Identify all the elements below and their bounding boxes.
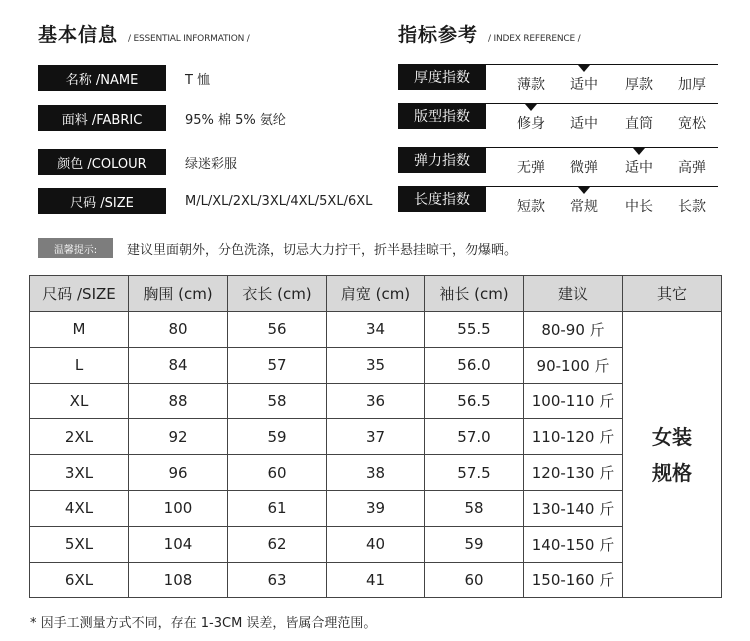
care-tip [38, 237, 517, 259]
basic-info-heading: 基本信息 [38, 24, 119, 46]
index-option: 修身 [517, 116, 545, 132]
cell-shoulder: 35 [327, 347, 425, 383]
info-value: 绿迷彩服 [185, 156, 238, 172]
table-row [30, 490, 722, 526]
index-option: 高弹 [678, 160, 706, 176]
cell-other [623, 312, 722, 598]
cell-length: 59 [228, 419, 327, 455]
measurement-footnote: * 因手工测量方式不同，存在 1-3CM 误差，皆属合理范围。 [30, 616, 377, 631]
cell-suggestion: 100-110 斤 [524, 383, 623, 419]
table-row [30, 347, 722, 383]
size-table [29, 275, 722, 598]
cell-chest: 104 [129, 526, 228, 562]
cell-size: 5XL [30, 526, 129, 562]
cell-size: 4XL [30, 490, 129, 526]
index-row-fit [398, 103, 718, 133]
index-option: 中长 [625, 199, 653, 215]
cell-shoulder: 34 [327, 312, 425, 348]
cell-suggestion: 150-160 斤 [524, 562, 623, 598]
index-reference-title [398, 20, 580, 47]
other-line: 规格 [652, 460, 692, 485]
cell-size: XL [30, 383, 129, 419]
info-row-fabric [38, 105, 286, 131]
info-label: 名称 /NAME [38, 65, 166, 91]
other-line: 女装 [652, 424, 692, 449]
selected-marker-icon [578, 187, 590, 194]
cell-shoulder: 40 [327, 526, 425, 562]
index-option: 厚款 [625, 77, 653, 93]
cell-chest: 92 [129, 419, 228, 455]
cell-chest: 108 [129, 562, 228, 598]
index-option: 直筒 [625, 116, 653, 132]
info-value: T 恤 [185, 72, 211, 88]
header-shoulder: 肩宽 (cm) [327, 276, 425, 312]
cell-sleeve: 60 [425, 562, 524, 598]
cell-sleeve: 57.0 [425, 419, 524, 455]
index-row-thickness [398, 64, 718, 94]
cell-length: 63 [228, 562, 327, 598]
cell-size: M [30, 312, 129, 348]
basic-info-title [38, 20, 250, 47]
cell-sleeve: 57.5 [425, 455, 524, 491]
cell-length: 60 [228, 455, 327, 491]
header-suggestion: 建议 [524, 276, 623, 312]
table-row [30, 419, 722, 455]
info-row-size [38, 188, 372, 214]
index-option: 薄款 [517, 77, 545, 93]
header-size: 尺码 /SIZE [30, 276, 129, 312]
index-option: 适中 [570, 116, 598, 132]
table-row [30, 383, 722, 419]
index-option: 适中 [625, 160, 653, 176]
cell-suggestion: 130-140 斤 [524, 490, 623, 526]
index-option: 常规 [570, 199, 598, 215]
cell-size: 3XL [30, 455, 129, 491]
index-option: 长款 [678, 199, 706, 215]
info-label: 面料 /FABRIC [38, 105, 166, 131]
info-row-colour [38, 149, 237, 175]
index-label: 弹力指数 [398, 147, 486, 173]
table-row [30, 526, 722, 562]
cell-size: 6XL [30, 562, 129, 598]
cell-sleeve: 58 [425, 490, 524, 526]
cell-suggestion: 140-150 斤 [524, 526, 623, 562]
index-label: 版型指数 [398, 103, 486, 129]
cell-shoulder: 41 [327, 562, 425, 598]
cell-length: 56 [228, 312, 327, 348]
info-row-name [38, 65, 210, 91]
cell-sleeve: 55.5 [425, 312, 524, 348]
table-header-row [30, 276, 722, 312]
index-row-elasticity [398, 147, 718, 177]
header-other: 其它 [623, 276, 722, 312]
cell-length: 61 [228, 490, 327, 526]
index-option: 适中 [570, 77, 598, 93]
index-option: 加厚 [678, 77, 706, 93]
cell-shoulder: 37 [327, 419, 425, 455]
info-value: 95% 棉 5% 氨纶 [185, 112, 286, 128]
cell-shoulder: 36 [327, 383, 425, 419]
cell-sleeve: 56.5 [425, 383, 524, 419]
index-row-length [398, 186, 718, 216]
index-label: 厚度指数 [398, 64, 486, 90]
cell-suggestion: 110-120 斤 [524, 419, 623, 455]
info-label: 尺码 /SIZE [38, 188, 166, 214]
cell-sleeve: 56.0 [425, 347, 524, 383]
cell-length: 58 [228, 383, 327, 419]
cell-length: 57 [228, 347, 327, 383]
info-value: M/L/XL/2XL/3XL/4XL/5XL/6XL [185, 193, 373, 209]
header-chest: 胸围 (cm) [129, 276, 228, 312]
info-label: 颜色 /COLOUR [38, 149, 166, 175]
cell-chest: 96 [129, 455, 228, 491]
selected-marker-icon [578, 65, 590, 72]
table-row [30, 562, 722, 598]
index-reference-heading: 指标参考 [398, 24, 479, 46]
cell-size: L [30, 347, 129, 383]
selected-marker-icon [633, 148, 645, 155]
cell-chest: 88 [129, 383, 228, 419]
cell-suggestion: 80-90 斤 [524, 312, 623, 348]
cell-chest: 84 [129, 347, 228, 383]
cell-sleeve: 59 [425, 526, 524, 562]
index-label: 长度指数 [398, 186, 486, 212]
cell-size: 2XL [30, 419, 129, 455]
index-option: 宽松 [678, 116, 706, 132]
basic-info-subtitle: / ESSENTIAL INFORMATION / [128, 34, 250, 44]
cell-shoulder: 38 [327, 455, 425, 491]
index-reference-subtitle: / INDEX REFERENCE / [488, 34, 581, 44]
table-row [30, 455, 722, 491]
table-row [30, 312, 722, 348]
index-option: 短款 [517, 199, 545, 215]
tip-text: 建议里面朝外，分色洗涤，切忌大力拧干，折半悬挂晾干，勿爆晒。 [127, 242, 518, 258]
cell-length: 62 [228, 526, 327, 562]
cell-chest: 80 [129, 312, 228, 348]
selected-marker-icon [525, 104, 537, 111]
tip-badge: 温馨提示: [38, 238, 113, 258]
header-length: 衣长 (cm) [228, 276, 327, 312]
cell-suggestion: 90-100 斤 [524, 347, 623, 383]
index-option: 无弹 [517, 160, 545, 176]
cell-suggestion: 120-130 斤 [524, 455, 623, 491]
index-option: 微弹 [570, 160, 598, 176]
cell-chest: 100 [129, 490, 228, 526]
cell-shoulder: 39 [327, 490, 425, 526]
header-sleeve: 袖长 (cm) [425, 276, 524, 312]
